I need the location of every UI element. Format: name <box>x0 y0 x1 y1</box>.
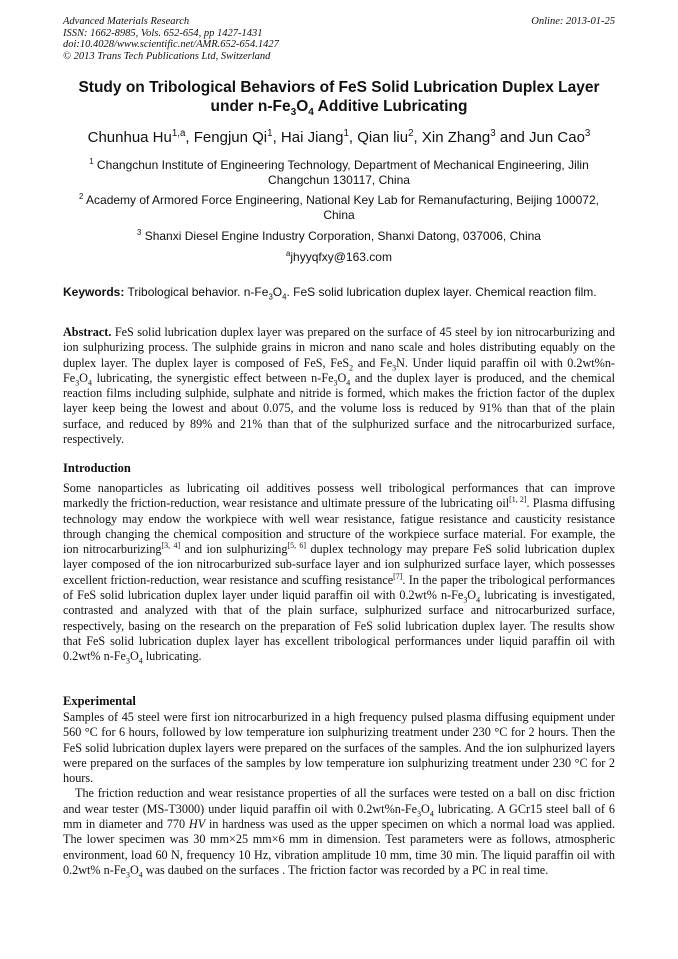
journal-name: Advanced Materials Research <box>63 16 190 27</box>
experimental-paragraph-1: Samples of 45 steel were first ion nitrocarburized in a high frequency pulsed plasma diffusing equipment under 560 °C for 6 hours, followed by low temperature ion sulphurizing treatment under 230 °C for 2 hours. Then the FeS solid lubrication duplex layers were prepared on the surfaces of the samples. And the ion sulphurized layers were prepared on the surfaces of the samples by low temperature ion sulphurizing treatment under 230 °C for 2 hours. <box>63 710 615 786</box>
citation-ref[interactable]: [1, 2] <box>509 495 527 505</box>
introduction-heading: Introduction <box>63 461 131 475</box>
title-line-2: under $n-Fe_3O_4$ Additive Lubricating <box>210 98 468 119</box>
experimental-heading: Experimental <box>63 694 136 708</box>
author-list: Chunhua Hu$^{1,a}$, Fengjun Qi$^1$, Hai Jiang$^1$, Qian liu$^2$, Xin Zhang$^3$ and Jun Cao$^3$ <box>87 128 591 146</box>
introduction-body: Some nanoparticles as lubricating oil additives possess well tribological performances that can improve markedly the friction-reduction, wear resistance and ultimate pressure of the lubricating oil[1, 2]. Plasma diffusing technology may endow the workpiece with well wear resistance, fatigue resistance and causticity resistance through changing the chemical composition and structure of the workpiece surface material. For example, the ion nitrocarburizing[3, 4] and ion sulphurizing[5, 6] duplex technology may prepare FeS solid lubrication duplex layer composed of the ion nitrocarburized sub-surface layer and ion sulphurized surface layer, which possesses excellent friction-reduction, wear resistance and scuffing resistance[7]. In the paper the tribological performances of FeS solid lubrication duplex layer under liquid paraffin oil with 0.2wt% $n-Fe_3O_4$ lubricating is investigated, contrasted and analyzed with that of the plain surface, sulphurized surface and nitrocarburized surface, respectively, basing on the research on the preparation of FeS solid lubrication duplex layer. The results show that FeS solid lubrication duplex layer has excellent tribological performances under liquid paraffin oil with 0.2wt% $n-Fe_3O_4$ lubricating. <box>63 481 615 666</box>
title-line-1: Study on Tribological Behaviors of FeS Solid Lubrication Duplex Layer <box>78 79 600 96</box>
keywords-label: Keywords: <box>63 285 125 299</box>
issn-line: ISSN: 1662-8985, Vols. 652-654, pp 1427-1431 <box>63 27 263 39</box>
abstract: Abstract. FeS solid lubrication duplex layer was prepared on the surface of 45 steel by ion nitrocarburizing and ion sulphurizing process. The sulphide grains in micron and nano scale and holes distributing equably on the duplex layer. The duplex layer is composed of FeS, FeS$_2$ and $Fe_3N$. Under liquid paraffin oil with $0.2wt\%n-Fe_3O_4$ lubricating, the synergistic effect between $n-Fe_3O_4$ and the duplex layer is produced, and the chemical reaction films including sulphide, sulphate and nitride is formed, which makes the friction factor of the duplex layer keep being the lowest and about 0.075, and the volume loss is reduced by 91% than that of the plain surface, and reduced by 89% and 21% than that of the sulphurized surface and the nitrocarburized surface, respectively. <box>63 325 615 447</box>
copyright-line: © 2013 Trans Tech Publications Ltd, Switzerland <box>63 50 271 62</box>
abstract-label: Abstract. <box>63 325 112 339</box>
doi-link[interactable]: doi:10.4028/www.scientific.net/AMR.652-654.1427 <box>63 39 279 50</box>
experimental-paragraph-2: The friction reduction and wear resistance properties of all the surfaces were tested on a ball on disc friction and wear tester (MS-T3000) under liquid paraffin oil with $0.2wt\%n-Fe_3O_4$ lubricating. A GCr15 steel ball of 6 mm in diameter and 770 HV in hardness was used as the upper specimen on which a normal load was applied. The lower specimen was 30 mm×25 mm×6 mm in dimension. Test parameters were as follows, atmospheric environment, load 60 N, frequency 10 Hz, vibration amplitude 10 mm, time 30 min. The liquid paraffin oil with 0.2wt% $n-Fe_3O_4$ was daubed on the surfaces . The friction factor was recorded by a PC in real time. <box>63 786 615 880</box>
affiliation-2: $^2$ Academy of Armored Force Engineering, National Key Lab for Remanufacturing, Beijing 100072, China <box>79 192 599 222</box>
affiliation-1: $^1$ Changchun Institute of Engineering Technology, Department of Mechanical Engineering, Jilin Changchun 130117, China <box>89 157 589 187</box>
experimental-body <box>63 710 615 878</box>
citation-ref[interactable]: [3, 4] <box>161 541 181 551</box>
author-email[interactable]: $^a$jhyyqfxy@163.com <box>286 249 392 264</box>
paper-title <box>63 78 615 119</box>
online-date: Online: 2013-01-25 <box>531 16 615 27</box>
keywords: Keywords: Tribological behavior. $n-Fe_3O_4$. FeS solid lubrication duplex layer. Chemical reaction film. <box>63 285 597 302</box>
citation-ref[interactable]: [7] <box>393 571 403 581</box>
page-header <box>63 16 615 62</box>
citation-ref[interactable]: [5, 6] <box>287 541 307 551</box>
affiliation-3: $^3$ Shanxi Diesel Engine Industry Corporation, Shanxi Datong, 037006, China <box>137 228 541 243</box>
